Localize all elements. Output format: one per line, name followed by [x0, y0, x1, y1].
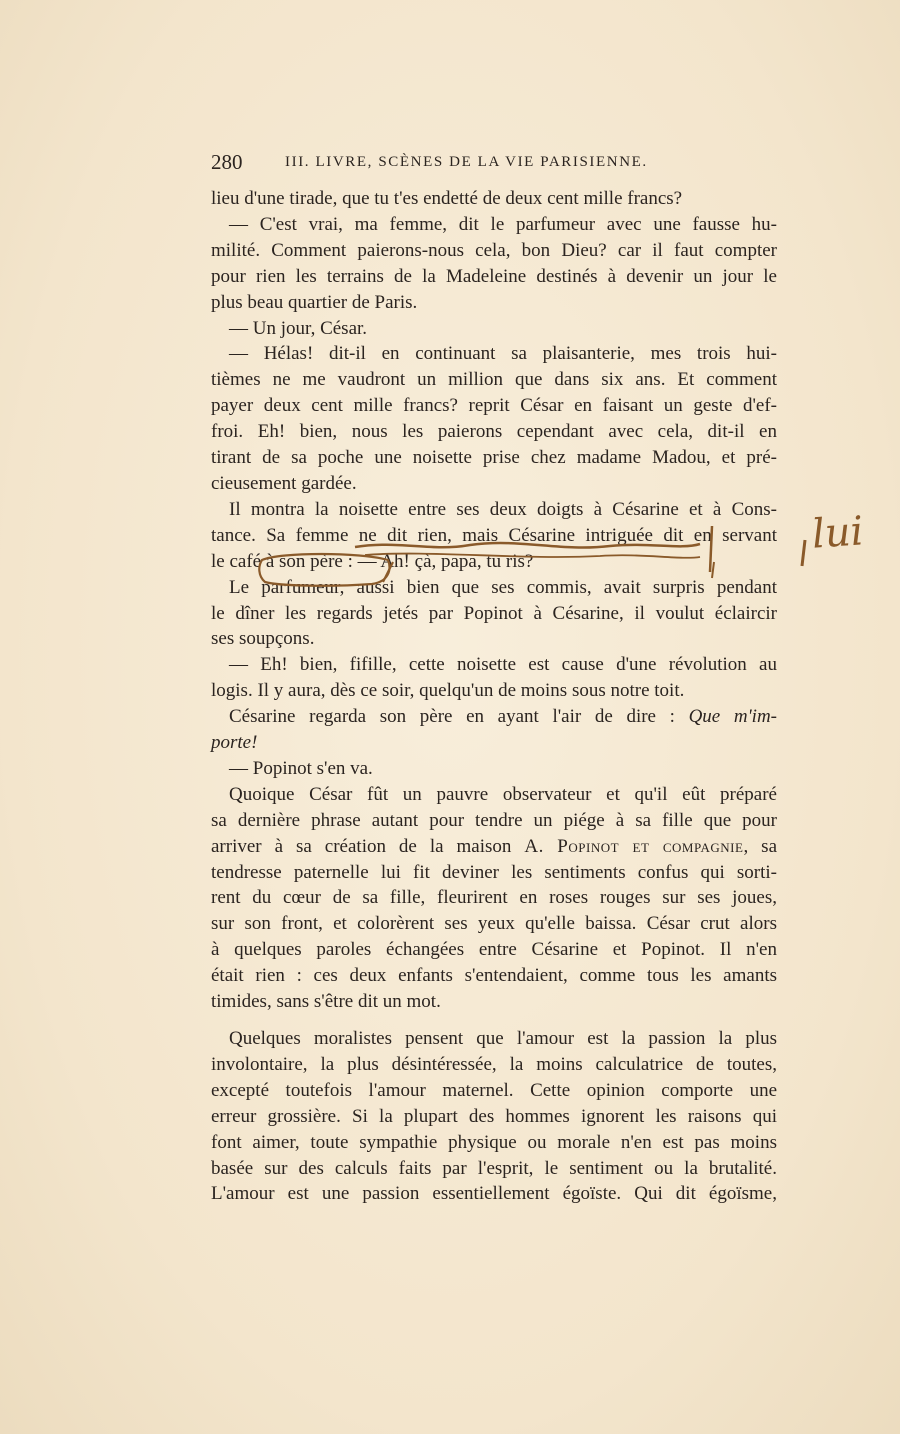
- text-fragment: Césarine regarda son père en ayant l'air de dire :: [229, 706, 675, 728]
- italic-fragment: porte!: [211, 732, 258, 754]
- text-line: cieusement gardée.: [211, 472, 357, 494]
- text-line: excepté toutefois l'amour maternel. Cette opinion comporte une: [211, 1079, 777, 1101]
- text-line: Le parfumeur, aussi bien que ses commis, avait surpris pendant: [229, 576, 777, 598]
- small-caps-fragment: A. Popinot et compagnie: [524, 835, 744, 857]
- page-body: [211, 186, 777, 1207]
- text-fragment: arriver à sa création de la maison: [211, 835, 512, 857]
- text-line: milité. Comment paierons-nous cela, bon Dieu? car il faut compter: [211, 239, 777, 261]
- text-line: à quelques paroles échangées entre Césarine et Popinot. Il n'en: [211, 939, 777, 961]
- text-line: rent du cœur de sa fille, fleurirent en roses rouges sur ses joues,: [211, 887, 777, 909]
- running-head: III. LIVRE, SCÈNES DE LA VIE PARISIENNE.: [285, 154, 648, 170]
- text-line: tièmes ne me vaudront un million que dans six ans. Et comment: [211, 369, 777, 391]
- text-line: Il montra la noisette entre ses deux doigts à Césarine et à Cons-: [229, 498, 777, 520]
- text-line: tirant de sa poche une noisette prise chez madame Madou, et pré-: [211, 447, 777, 469]
- text-line: sur son front, et colorèrent ses yeux qu'elle baissa. César crut alors: [211, 913, 777, 935]
- text-line: Quelques moralistes pensent que l'amour est la passion la plus: [229, 1028, 777, 1049]
- margin-bar: [802, 540, 805, 566]
- text-fragment: , sa: [743, 835, 777, 857]
- text-line: timides, sans s'être dit un mot.: [211, 991, 441, 1013]
- text-line: lieu d'une tirade, que tu t'es endetté de deux cent mille francs?: [211, 188, 683, 209]
- text-line: — Popinot s'en va.: [229, 757, 373, 779]
- text-line: sa dernière phrase autant pour tendre un piége à sa fille que pour: [211, 809, 777, 831]
- text-line: tance. Sa femme ne dit rien, mais Césarine intriguée dit en servant: [211, 524, 777, 546]
- text-line: logis. Il y aura, dès ce soir, quelqu'un de moins sous notre toit.: [211, 680, 685, 702]
- text-line: erreur grossière. Si la plupart des hommes ignorent les raisons qui: [211, 1105, 777, 1127]
- page-number: 280: [211, 150, 243, 174]
- text-line: pour rien les terrains de la Madeleine destinés à devenir un jour le: [211, 265, 777, 287]
- page-header: [211, 150, 781, 176]
- text-line: — Un jour, César.: [229, 317, 368, 339]
- text-line: [211, 834, 777, 860]
- text-line: le café à son père : — Ah! çà, papa, tu ris?: [211, 550, 534, 572]
- text-line: était rien : ces deux enfants s'entendaient, comme tous les amants: [211, 965, 777, 987]
- text-line: Quoique César fût un pauvre observateur et qu'il eût préparé: [229, 783, 777, 805]
- text-line: involontaire, la plus désintéressée, la moins calculatrice de toutes,: [211, 1053, 777, 1075]
- text-line: payer deux cent mille francs? reprit César en faisant un geste d'ef-: [211, 395, 777, 417]
- text-line: L'amour est une passion essentiellement égoïste. Qui dit égoïsme,: [211, 1183, 777, 1205]
- text-line: font aimer, toute sympathie physique ou morale n'en est pas moins: [211, 1131, 777, 1153]
- text-line: — Hélas! dit-il en continuant sa plaisanterie, mes trois hui-: [229, 343, 777, 365]
- italic-fragment: Que m'im-: [688, 706, 777, 728]
- text-line: ses soupçons.: [211, 628, 315, 650]
- text-line: le dîner les regards jetés par Popinot à Césarine, il voulut éclaircir: [211, 602, 777, 624]
- text-line: [211, 730, 777, 756]
- text-line: — C'est vrai, ma femme, dit le parfumeur avec une fausse hu-: [229, 213, 777, 235]
- text-line: [211, 704, 777, 730]
- text-line: tendresse paternelle lui fit deviner les sentiments confus qui sorti-: [211, 861, 777, 883]
- margin-note: lui: [810, 508, 865, 558]
- text-line: froi. Eh! bien, nous les paierons cependant avec cela, dit-il en: [211, 421, 777, 443]
- text-line: plus beau quartier de Paris.: [211, 291, 418, 313]
- text-line: basée sur des calculs faits par l'esprit, le sentiment ou la brutalité.: [211, 1157, 777, 1179]
- text-line: — Eh! bien, fifille, cette noisette est cause d'une révolution au: [229, 654, 777, 676]
